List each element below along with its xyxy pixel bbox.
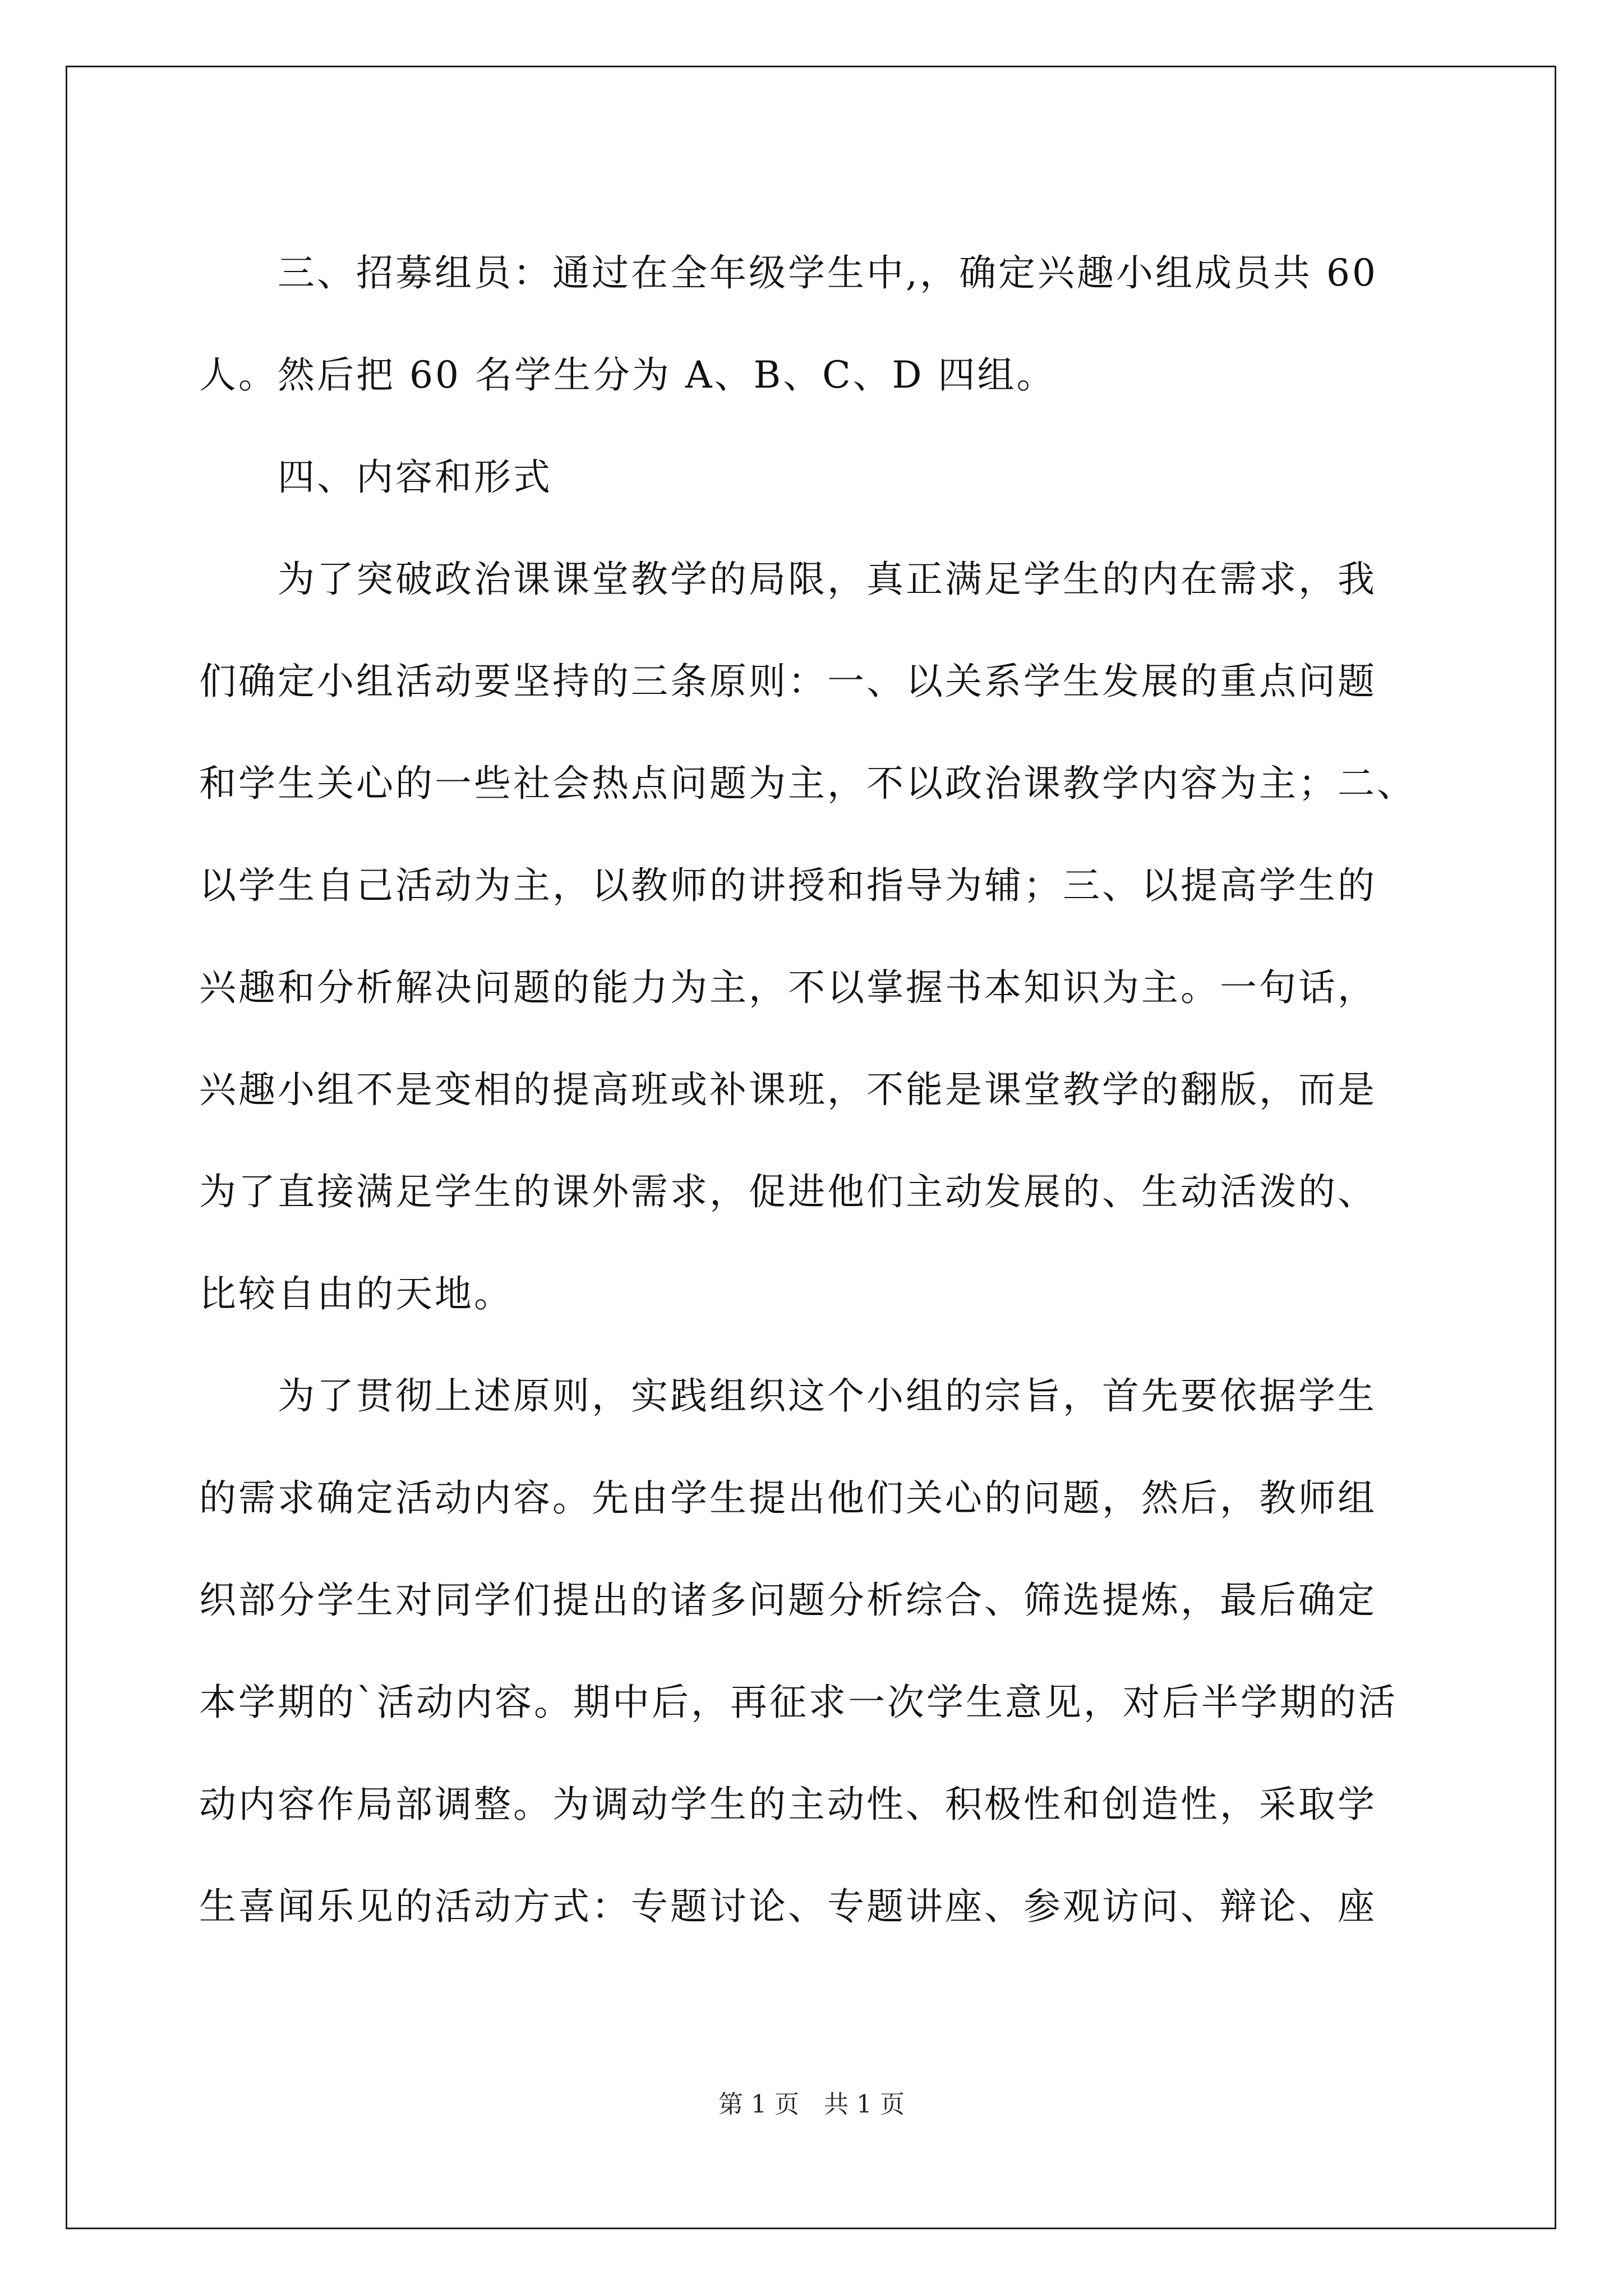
text-line: 生喜闻乐见的活动方式：专题讨论、专题讲座、参观访问、辩论、座 xyxy=(199,1885,1377,1928)
text-line: 比较自由的天地。 xyxy=(199,1272,513,1315)
page-footer: 第 1 页 共 1 页 xyxy=(718,2090,905,2119)
text-line: 兴趣和分析解决问题的能力为主，不以掌握书本知识为主。一句话， xyxy=(199,966,1377,1009)
section-heading: 四、内容和形式 xyxy=(199,455,552,499)
text-line: 的需求确定活动内容。先由学生提出他们关心的问题，然后，教师组 xyxy=(199,1476,1377,1520)
document-body xyxy=(199,222,1438,1958)
text-line: 织部分学生对同学们提出的诸多问题分析综合、筛选提炼，最后确定 xyxy=(199,1579,1377,1622)
text-line: 动内容作局部调整。为调动学生的主动性、积极性和创造性，采取学 xyxy=(199,1783,1377,1826)
text-line: 三、招募组员：通过在全年级学生中,，确定兴趣小组成员共 60 xyxy=(199,251,1378,295)
text-line: 为了直接满足学生的课外需求，促进他们主动发展的、生动活泼的、 xyxy=(199,1170,1377,1213)
text-line: 兴趣小组不是变相的提高班或补课班，不能是课堂教学的翻版，而是 xyxy=(199,1068,1377,1111)
text-line: 为了贯彻上述原则，实践组织这个小组的宗旨，首先要依据学生 xyxy=(199,1374,1377,1418)
text-line: 人。然后把 60 名学生分为 A、B、C、D 四组。 xyxy=(199,353,1056,397)
text-line: 本学期的`活动内容。期中后，再征求一次学生意见，对后半学期的活 xyxy=(199,1681,1398,1724)
text-line: 们确定小组活动要坚持的三条原则：一、以关系学生发展的重点问题 xyxy=(199,660,1377,703)
text-line: 和学生关心的一些社会热点问题为主，不以政治课教学内容为主；二、 xyxy=(199,762,1416,805)
text-line: 以学生自己活动为主，以教师的讲授和指导为辅；三、以提高学生的 xyxy=(199,864,1377,907)
text-line: 为了突破政治课课堂教学的局限，真正满足学生的内在需求，我 xyxy=(199,558,1377,601)
